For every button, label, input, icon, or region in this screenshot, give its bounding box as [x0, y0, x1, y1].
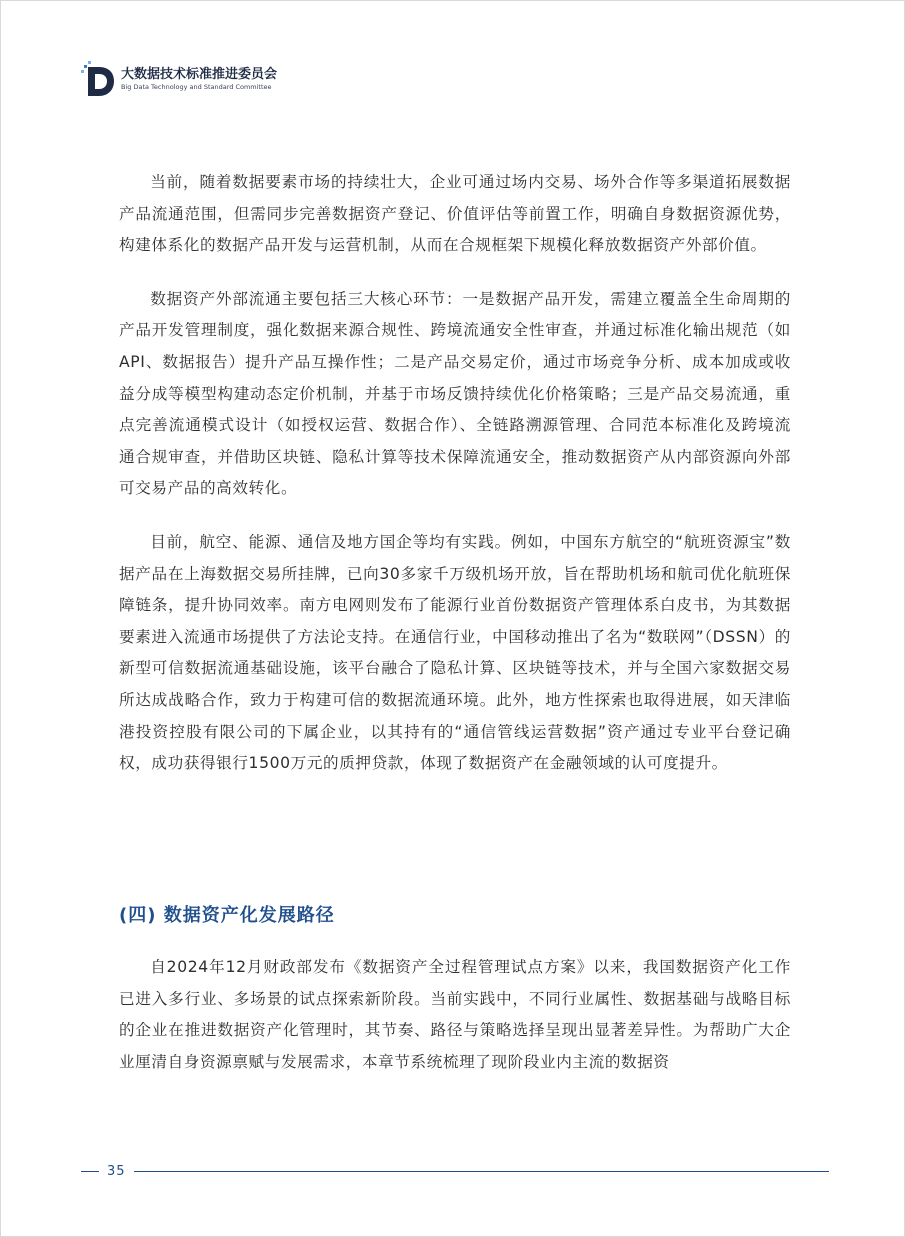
page-number: 35: [107, 1163, 126, 1179]
section-text: [119, 952, 791, 1078]
footer: [81, 1161, 829, 1181]
footer-divider-left: [81, 1171, 99, 1172]
committee-logo-icon: [81, 61, 115, 97]
paragraph-2: 数据资产外部流通主要包括三大核心环节：一是数据产品开发，需建立覆盖全生命周期的产品开发管理制度，强化数据来源合规性、跨境流通安全性审查，并通过标准化输出规范（如API、数据报告）提升产品互操作性；二是产品交易定价，通过市场竞争分析、成本加成或收益分成等模型构建动态定价机制，并基于市场反馈持续优化价格策略；三是产品交易流通，重点完善流通模式设计（如授权运营、数据合作）、全链路溯源管理、合同范本标准化及跨境流通合规审查，并借助区块链、隐私计算等技术保障流通安全，推动数据资产从内部资源向外部可交易产品的高效转化。: [119, 289, 791, 498]
paragraph-3: 目前，航空、能源、通信及地方国企等均有实践。例如，中国东方航空的“航班资源宝”数据产品在上海数据交易所挂牌，已向30多家千万级机场开放，旨在帮助机场和航司优化航班保障链条，提升协同效率。南方电网则发布了能源行业首份数据资产管理体系白皮书，为其数据要素进入流通市场提供了方法论支持。在通信行业，中国移动推出了名为“数联网”（DSSN）的新型可信数据流通基础设施，该平台融合了隐私计算、区块链等技术，并与全国六家数据交易所达成战略合作，致力于构建可信的数据流通环境。此外，地方性探索也取得进展，如天津临港投资控股有限公司的下属企业，以其持有的“通信管线运营数据”资产通过专业平台登记确权，成功获得银行1500万元的质押贷款，体现了数据资产在金融领域的认可度提升。: [119, 532, 791, 773]
footer-divider-right: [134, 1171, 829, 1172]
main-text: [119, 167, 791, 780]
paragraph-1: 当前，随着数据要素市场的持续壮大，企业可通过场内交易、场外合作等多渠道拓展数据产品流通范围，但需同步完善数据资产登记、价值评估等前置工作，明确自身数据资源优势，构建体系化的数据产品开发与运营机制，从而在合规框架下规模化释放数据资产外部价值。: [119, 173, 791, 255]
header-logo: [81, 61, 277, 97]
section-heading: (四) 数据资产化发展路径: [119, 905, 335, 926]
org-name-en: Big Data Technology and Standard Committee: [121, 82, 272, 91]
org-name-cn: 大数据技术标准推进委员会: [121, 66, 278, 82]
section-paragraph: 自2024年12月财政部发布《数据资产全过程管理试点方案》以来，我国数据资产化工作已进入多行业、多场景的试点探索新阶段。当前实践中，不同行业属性、数据基础与战略目标的企业在推进数据资产化管理时，其节奏、路径与策略选择呈现出显著差异性。为帮助广大企业厘清自身资源禀赋与发展需求，本章节系统梳理了现阶段业内主流的数据资: [119, 958, 791, 1071]
